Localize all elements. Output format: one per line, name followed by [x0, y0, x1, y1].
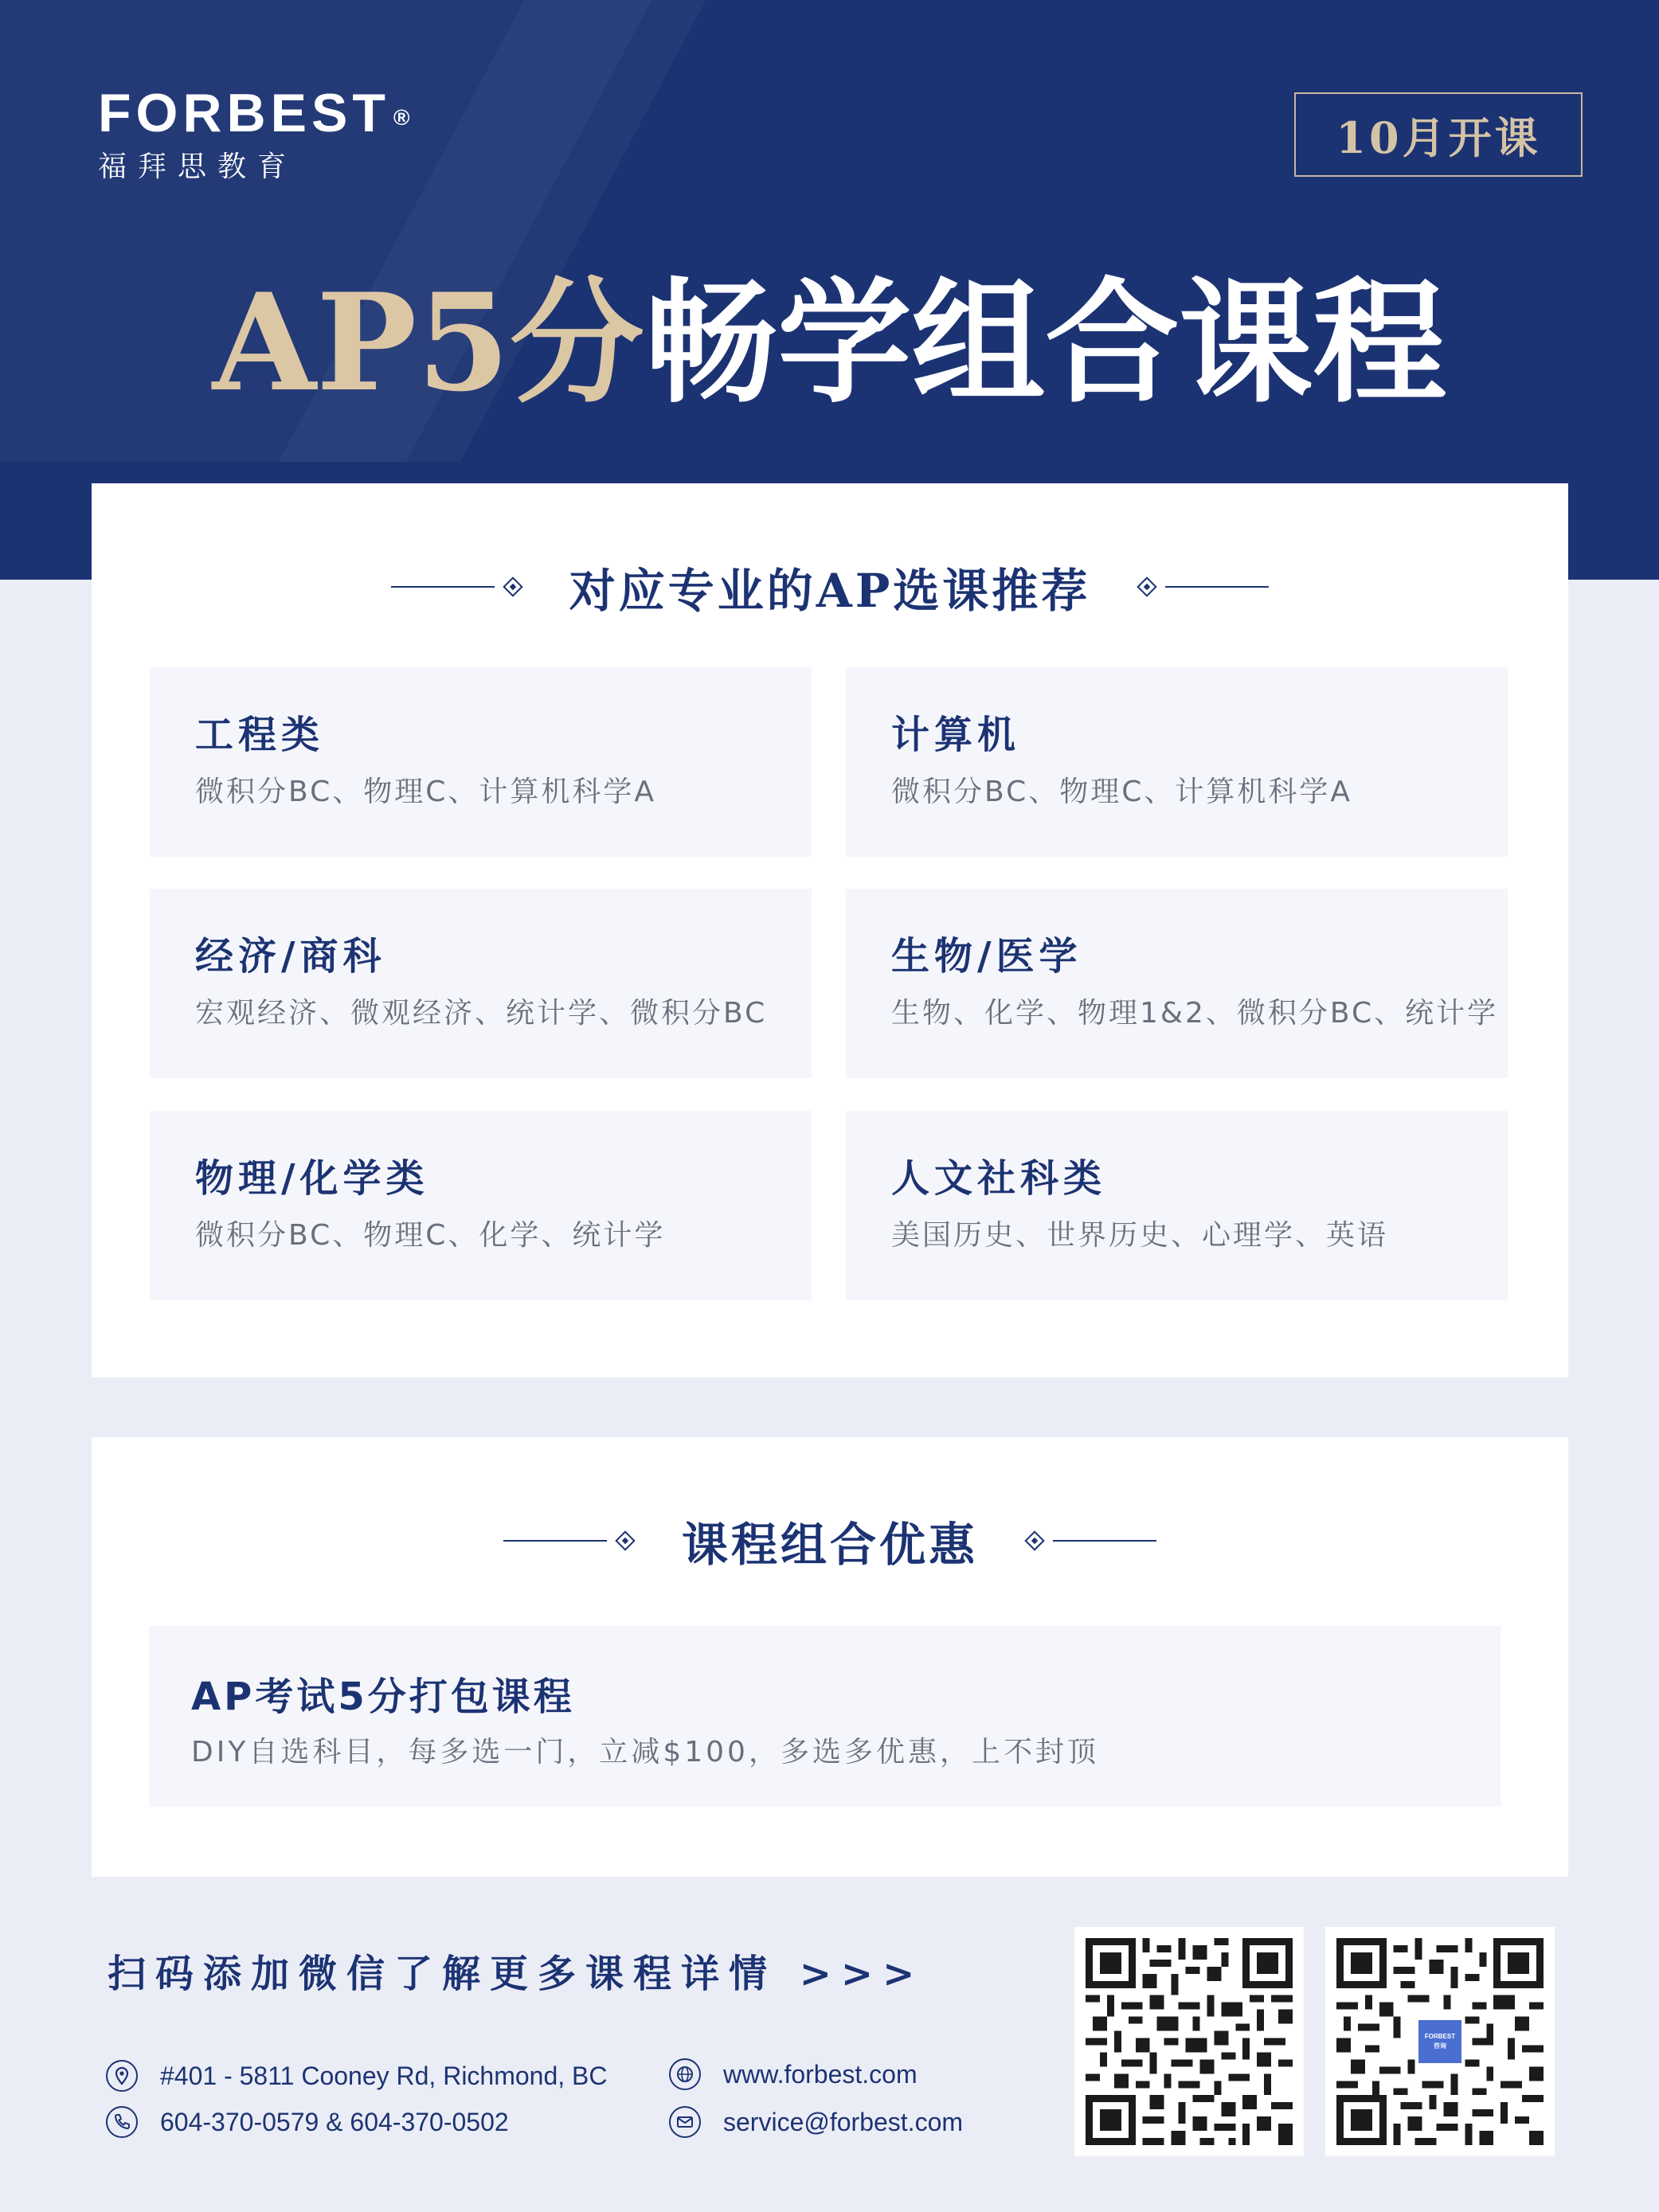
major-title: 人文社科类	[891, 1156, 1107, 1201]
brand-logo[interactable]	[98, 81, 415, 185]
brand-subtitle: 福拜思教育	[98, 150, 298, 183]
major-tile-physics-chem	[150, 1111, 812, 1300]
globe-icon	[669, 2058, 701, 2090]
headline-gold: AP5分	[212, 264, 644, 421]
qr-code-2[interactable]	[1325, 1927, 1555, 2156]
section-title: 对应专业的AP选课推荐	[569, 564, 1091, 618]
major-title: 生物/医学	[891, 934, 1082, 979]
majors-card	[92, 483, 1568, 1378]
brand-name: FORBEST	[98, 83, 390, 143]
qr-logo-sub: 咨询	[1434, 2042, 1446, 2050]
major-tile-humanities	[846, 1111, 1508, 1300]
divider-line	[1053, 1540, 1156, 1542]
major-tile-computer	[846, 667, 1508, 857]
majors-heading	[92, 555, 1568, 619]
section-title: 课程组合优惠	[681, 1518, 978, 1572]
major-title: 工程类	[195, 713, 325, 757]
major-title: 物理/化学类	[195, 1156, 429, 1201]
major-tile-economics	[150, 889, 812, 1078]
major-courses: 微积分BC、物理C、计算机科学A	[891, 776, 1352, 808]
qr-code-icon	[1086, 1938, 1293, 2145]
discount-card	[92, 1437, 1568, 1877]
headline-white: 畅学组合课程	[644, 264, 1447, 421]
diamond-icon	[503, 576, 522, 596]
offer-description: DIY自选科目，每多选一门，立减$100，多选多优惠，上不封顶	[191, 1736, 1099, 1768]
major-courses: 宏观经济、微观经济、统计学、微积分BC	[195, 997, 768, 1030]
discount-heading	[92, 1509, 1568, 1573]
major-courses: 生物、化学、物理1&2、微积分BC、统计学	[891, 997, 1499, 1030]
headline	[0, 263, 1659, 422]
registered-mark: ®	[393, 105, 415, 130]
major-title: 计算机	[891, 713, 1021, 757]
major-tile-biology	[846, 889, 1508, 1078]
major-tile-engineering	[150, 667, 812, 857]
divider-line	[1165, 586, 1269, 588]
major-title: 经济/商科	[195, 934, 386, 979]
address	[106, 2060, 608, 2092]
offer-title: AP考试5分打包课程	[191, 1675, 575, 1719]
divider-line	[391, 586, 495, 588]
start-date-badge: 10月开课	[1294, 92, 1583, 177]
diamond-icon	[1024, 1530, 1044, 1550]
email-link[interactable]	[669, 2106, 963, 2138]
email-text: service@forbest.com	[723, 2107, 964, 2136]
major-courses: 微积分BC、物理C、计算机科学A	[195, 776, 656, 808]
website-link[interactable]	[669, 2058, 918, 2090]
major-courses: 美国历史、世界历史、心理学、英语	[891, 1219, 1389, 1252]
mail-icon	[669, 2106, 701, 2138]
location-pin-icon	[106, 2060, 138, 2092]
address-text: #401 - 5811 Cooney Rd, Richmond, BC	[160, 2061, 608, 2090]
phone[interactable]	[106, 2106, 509, 2138]
phone-icon	[106, 2106, 138, 2138]
qr-logo-text: FORBEST	[1424, 2033, 1456, 2040]
major-courses: 微积分BC、物理C、化学、统计学	[195, 1219, 666, 1252]
qr-code-1[interactable]	[1074, 1927, 1304, 2156]
phone-text: 604-370-0579 & 604-370-0502	[160, 2107, 509, 2136]
website-text: www.forbest.com	[723, 2059, 918, 2089]
qr-center-logo	[1415, 2017, 1465, 2066]
diamond-icon	[1137, 576, 1157, 596]
bundle-offer	[149, 1626, 1501, 1807]
scan-cta: 扫码添加微信了解更多课程详情 >>>	[108, 1952, 925, 1996]
diamond-icon	[615, 1530, 635, 1550]
divider-line	[503, 1540, 607, 1542]
